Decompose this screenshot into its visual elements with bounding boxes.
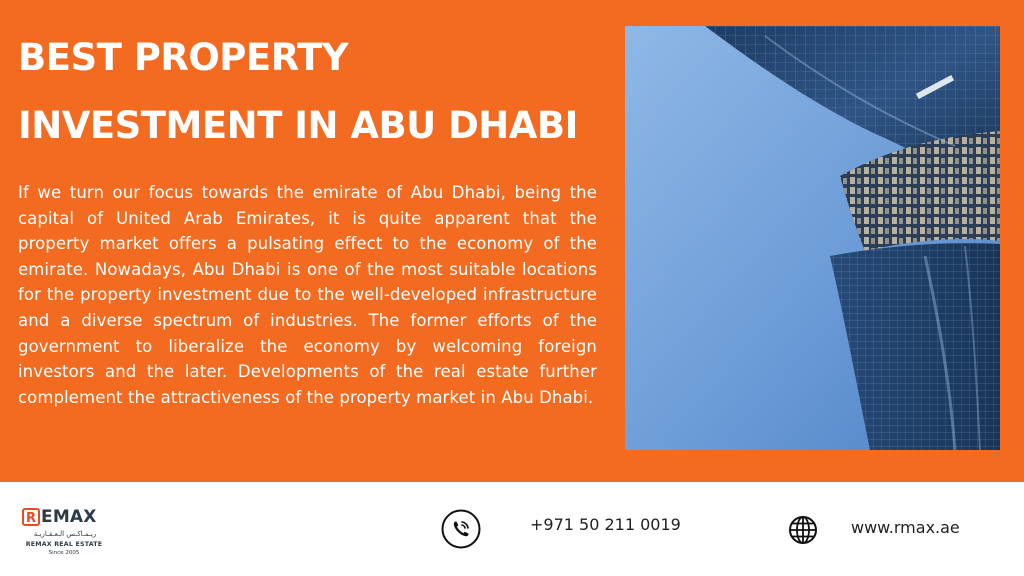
logo-word: EMAX	[41, 507, 97, 527]
logo-subtitle: REMAX REAL ESTATE	[25, 541, 103, 548]
title-line-2: INVESTMENT IN ABU DHABI	[18, 104, 578, 147]
page-title	[18, 24, 618, 160]
phone-number[interactable]: +971 50 211 0019	[530, 515, 681, 534]
website-link[interactable]: www.rmax.ae	[851, 518, 960, 537]
body-paragraph: If we turn our focus towards the emirate of Abu Dhabi, being the capital of United Arab Emirates, it is quite apparent that the property market offers a pulsating effect to the economy of the emirate. Nowadays, Abu Dhabi is one of the most suitable locations for the property investment due to the well-developed infrastructure and a diverse spectrum of industries. The former efforts of the government to liberalize the economy by welcoming foreign investors and the later. Developments of the real estate further complement the attractiveness of the property market in Abu Dhabi.	[18, 183, 597, 407]
title-line-1: BEST PROPERTY	[18, 36, 349, 79]
phone-icon[interactable]	[441, 509, 481, 549]
logo-r-mark: R	[22, 508, 40, 526]
skyscraper-photo	[625, 26, 1000, 450]
footer	[0, 482, 1024, 576]
logo-wordmark	[22, 506, 97, 528]
logo-since: Since 2005	[48, 550, 80, 556]
logo-arabic-text: ريـمـاكـس الـعـقـاريـة	[33, 530, 97, 538]
remax-logo[interactable]	[22, 504, 104, 564]
skyscraper-illustration	[625, 26, 1000, 450]
globe-icon[interactable]	[788, 515, 818, 545]
